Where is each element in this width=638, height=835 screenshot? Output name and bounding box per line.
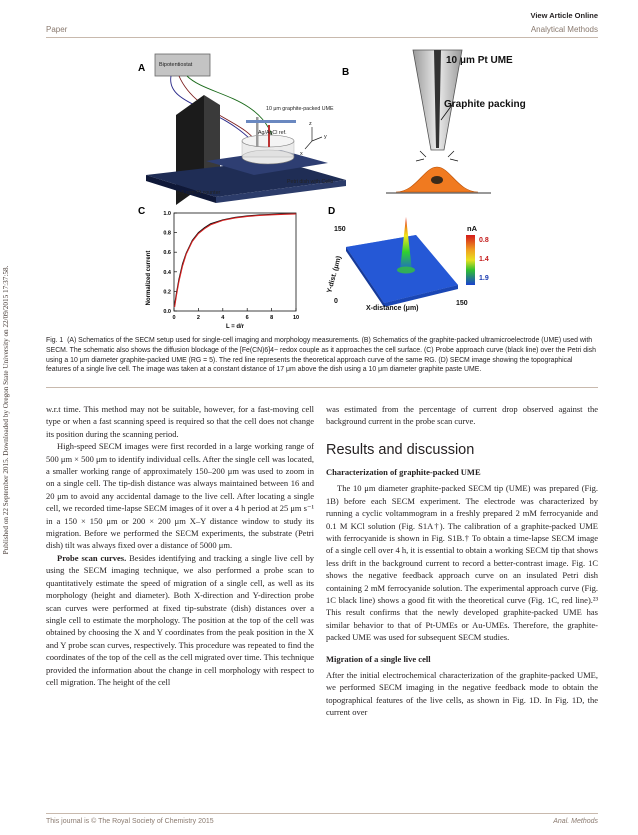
x-tick-label: 2 — [196, 315, 200, 321]
figure-1-graphics — [46, 45, 598, 330]
chart-xlabel: L = d/r — [225, 324, 245, 330]
run-in-heading: Probe scan curves. — [57, 552, 127, 563]
series-line-experimental — [175, 214, 296, 305]
section-title: Results and discussion — [326, 441, 475, 458]
d-x150: 150 — [456, 300, 468, 307]
x-tick-label: 8 — [270, 315, 274, 321]
ref-electrode — [268, 125, 270, 147]
paragraph: The 10 μm diameter graphite-packed SECM tip (UME) was prepared (Fig. 1B) before each SECM experiment. The electrode was characterized by running a cyclic voltammogram in a freshly prepared 2 mM ferrocyanide and 0.1 M KCl solution (Fig. S1A†). The calibration of a graphite-packed UME with ferrocyanide is shown in Fig. S1B.† To obtain a time-lapse SECM image of a single cell over 4 h, it is essential to obtain a working SECM tip that shows less drift in the background current to record a better-contrast image. Fig. 1C shows the negative feedback approach curve on an insulated Petri dish containing 2 mM ferrocyanide solution. The experimental approach curve (Fig. 1C black line) shows a good fit with the theoretical curve (Fig. 1C, red line).²³ This result confirms that the newly developed graphite-packed UME has similar behavior to that of Pt-UMEs or Au-UMEs. Therefore, the graphite-packed UME was used for subsequent SECM studies. — [326, 483, 598, 643]
panel-d-surface — [326, 217, 489, 312]
chart-ylabel: Normalized current — [146, 250, 152, 306]
pt-ume-label: 10 μm Pt UME — [446, 55, 513, 66]
y-tick-label: 0.2 — [163, 289, 171, 296]
left-column — [46, 403, 314, 688]
d-y150: 150 — [334, 226, 346, 233]
caption-text: (A) Schematics of the SECM setup used for single-cell imaging and morphology measurements. (B) Schematics of the graphite-packed ultramicroelectrode (UME) used with SECM. The schematic also shows the diffusion blockage of the [Fe(CN)6]4− redox couple as it approaches the cell surface. (C) Probe approach curve (black line) over the Petri dish using a 10 μm diameter graphite-packed UME (RG = 5). The red line represents the theoretical approach curve of the same RG. (D) SECM image showing the topographical features of a single live cell. The image was taken at a constant distance of 17 μm above the dish using a 10 μm diameter graphite paste UME. — [46, 337, 596, 374]
paragraph — [46, 552, 314, 688]
caption-divider — [46, 387, 598, 388]
panel-b-letter: B — [342, 67, 350, 78]
counter-label: 0.5 mm Pt counter — [177, 190, 221, 196]
panel-c-chart — [146, 211, 299, 330]
bipotentiostat-label: Bipotentiostat — [159, 62, 193, 68]
paragraph: After the initial electrochemical characterization of the graphite-packed UME, we performed SECM imaging in the negative feedback mode to obtain the topographical features of the live cells, as shown in Fig. 1D. In Fig. 1D, the current over — [326, 670, 598, 718]
paragraph-text: Besides identifying and tracking a single live cell by using the SECM imaging technique, we also performed a probe scan to quantitatively estimate the speed of migration of a single cell, as well as its morphology (height and diameter). Both X-direction and Y-direction probe scan curves were performed at fixed tip-substrate (dish) distances over a single cell to estimate the morphology. The position at the top of the cell was obtained by choosing the X and Y coordinates from the peak position in the X and Y probe scan curves, respectively. This procedure was repeated to find the coordinates of the top of the cell as the cell migrated over time. This technique provided the information about the change in cell morphology with respect to cell migration. The height of the cell — [46, 552, 314, 687]
panel-a-letter: A — [138, 63, 146, 74]
header-section-label: Paper — [46, 25, 68, 34]
scale-value: 0.8 — [479, 237, 489, 244]
axis-z-label: z — [309, 121, 312, 127]
y-tick-label: 0.8 — [163, 230, 171, 237]
cell-nucleus — [431, 176, 443, 184]
header-divider — [46, 37, 598, 38]
panel-c-letter: C — [138, 206, 146, 217]
caption-label: Fig. 1 — [46, 337, 64, 344]
axis-x-label: x — [300, 151, 303, 157]
x-tick-label: 6 — [245, 315, 249, 321]
d-origin: 0 — [334, 298, 338, 305]
d-ylabel: Y-dist. (μm) — [326, 255, 343, 294]
x-tick-label: 4 — [221, 315, 225, 321]
footer-journal: Anal. Methods — [553, 818, 598, 825]
panel-d-letter: D — [328, 206, 336, 217]
footer-copyright: This journal is © The Royal Society of Chemistry 2015 — [46, 818, 214, 825]
y-tick-label: 1.0 — [163, 211, 171, 217]
color-scale-bar — [466, 235, 475, 285]
panel-a-schematic — [146, 54, 346, 205]
figure-1 — [46, 45, 598, 330]
ref-label: Ag/AgCl ref. — [258, 130, 287, 136]
subsection-title: Migration of a single live cell — [326, 653, 431, 664]
scale-value: 1.9 — [479, 275, 489, 282]
diffusion-arrow — [420, 151, 426, 157]
d-xlabel: X-distance (μm) — [366, 305, 419, 312]
axis-y-label: y — [324, 134, 327, 140]
petri-label: Petri dish with Cells — [287, 179, 334, 185]
paragraph: High-speed SECM images were first recorded in a large working range of 500 μm × 500 μm to identify individual cells. After the single cell was located, a smaller working range of approximately 150–200 μm was used to zoom in on a single cell. The tip-dish distance was always maintained between 16 and 20 μm to avoid any accidental damage to the live cell. After locating a single cell, we recorded time-lapse SECM images of it over a 4 h period at 25 μm s⁻¹ in a 150 × 150 μm or 200 × 200 μm X–Y distance window to study its migration. Before we performed the SECM experiments, the substrate (Petri dish) tilt was always fixed over a distance of 5000 μm. — [46, 441, 314, 551]
ume-label: 10 μm graphite-packed UME — [266, 106, 334, 112]
view-article-online-link[interactable]: View Article Online — [530, 11, 598, 20]
y-tick-label: 0.4 — [163, 269, 171, 276]
graphite-packing-label: Graphite packing — [444, 99, 526, 110]
paragraph: was estimated from the percentage of current drop observed against the background current in the probe scan curve. — [326, 404, 598, 427]
chart-frame — [174, 213, 296, 311]
side-note-text: Published on 22 September 2015. Downloaded by Oregon State University on 22/09/2015 17:37:58. — [2, 265, 10, 555]
x-tick-label: 0 — [172, 315, 176, 321]
panel-b-schematic — [386, 50, 526, 193]
footer-divider — [46, 813, 598, 814]
series-line-theoretical — [175, 214, 296, 307]
y-tick-label: 0.6 — [163, 250, 171, 257]
scale-value: 1.4 — [479, 256, 489, 263]
subsection-title: Characterization of graphite-packed UME — [326, 466, 481, 477]
right-column — [326, 403, 598, 719]
header-journal-name: Analytical Methods — [530, 25, 598, 34]
d-unit: nA — [467, 224, 477, 233]
paragraph: w.r.t time. This method may not be suitable, however, for a fast-moving cell type or when a fast scanning speed is required so that the cell does not change its position during the scanning period. — [46, 404, 314, 439]
y-tick-label: 0.0 — [163, 309, 171, 315]
figure-caption — [46, 336, 598, 375]
x-tick-label: 10 — [292, 315, 300, 321]
